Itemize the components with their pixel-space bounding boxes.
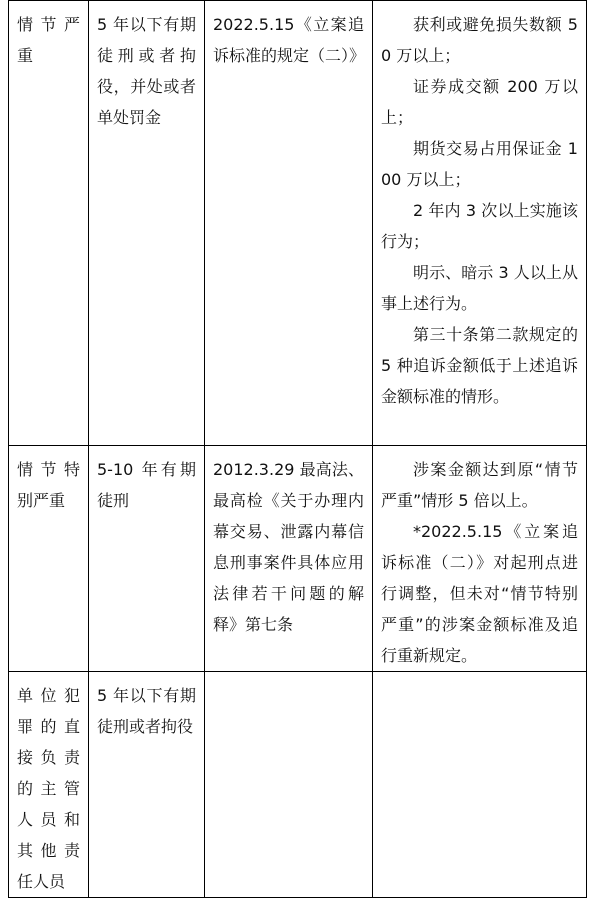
penalty-cell — [89, 1, 205, 446]
basis-text: 2022.5.15《立案追诉标准的规定（二）》 — [213, 15, 366, 65]
penalty-text: 5 年以下有期徒刑或者拘役，并处或者单处罚金 — [97, 15, 196, 127]
detail-paragraph: 涉案金额达到原“情节严重”情形 5 倍以上。 — [381, 460, 578, 510]
detail-paragraph: 获利或避免损失数额 50 万以上； — [381, 15, 578, 65]
detail-paragraph: 明示、暗示 3 人以上从事上述行为。 — [381, 263, 578, 313]
detail-paragraph: 期货交易占用保证金 100 万以上； — [381, 139, 578, 189]
circumstance-cell — [9, 446, 89, 672]
detail-paragraph: 第三十条第二款规定的 5 种追诉金额低于上述追诉金额标准的情形。 — [381, 325, 578, 406]
penalty-cell — [89, 672, 205, 898]
basis-cell — [205, 1, 373, 446]
penalty-cell — [89, 446, 205, 672]
circumstance-text: 单位犯罪的直接负责的主管人员和其他责任人员 — [17, 686, 80, 891]
table-row — [9, 446, 587, 672]
detail-paragraph: *2022.5.15《立案追诉标准（二）》对起刑点进行调整，但未对“情节特别严重”的涉案金额标准及追行重新规定。 — [381, 522, 578, 665]
basis-cell — [205, 672, 373, 898]
circumstance-text: 情节严重 — [17, 15, 80, 65]
circumstance-text: 情节特别严重 — [17, 460, 80, 510]
circumstance-cell — [9, 672, 89, 898]
table-row — [9, 1, 587, 446]
details-cell — [373, 672, 587, 898]
detail-paragraph: 2 年内 3 次以上实施该行为； — [381, 201, 578, 251]
penalty-text: 5-10 年有期徒刑 — [97, 460, 196, 510]
circumstance-cell — [9, 1, 89, 446]
basis-cell — [205, 446, 373, 672]
details-cell — [373, 1, 587, 446]
penalty-standards-table — [8, 0, 587, 898]
penalty-text: 5 年以下有期徒刑或者拘役 — [97, 686, 196, 736]
basis-text: 2012.3.29 最高法、最高检《关于办理内幕交易、泄露内幕信息刑事案件具体应用法律若干问题的解释》第七条 — [213, 460, 364, 634]
table-row — [9, 672, 587, 898]
details-cell — [373, 446, 587, 672]
detail-paragraph: 证券成交额 200 万以上； — [381, 77, 578, 127]
